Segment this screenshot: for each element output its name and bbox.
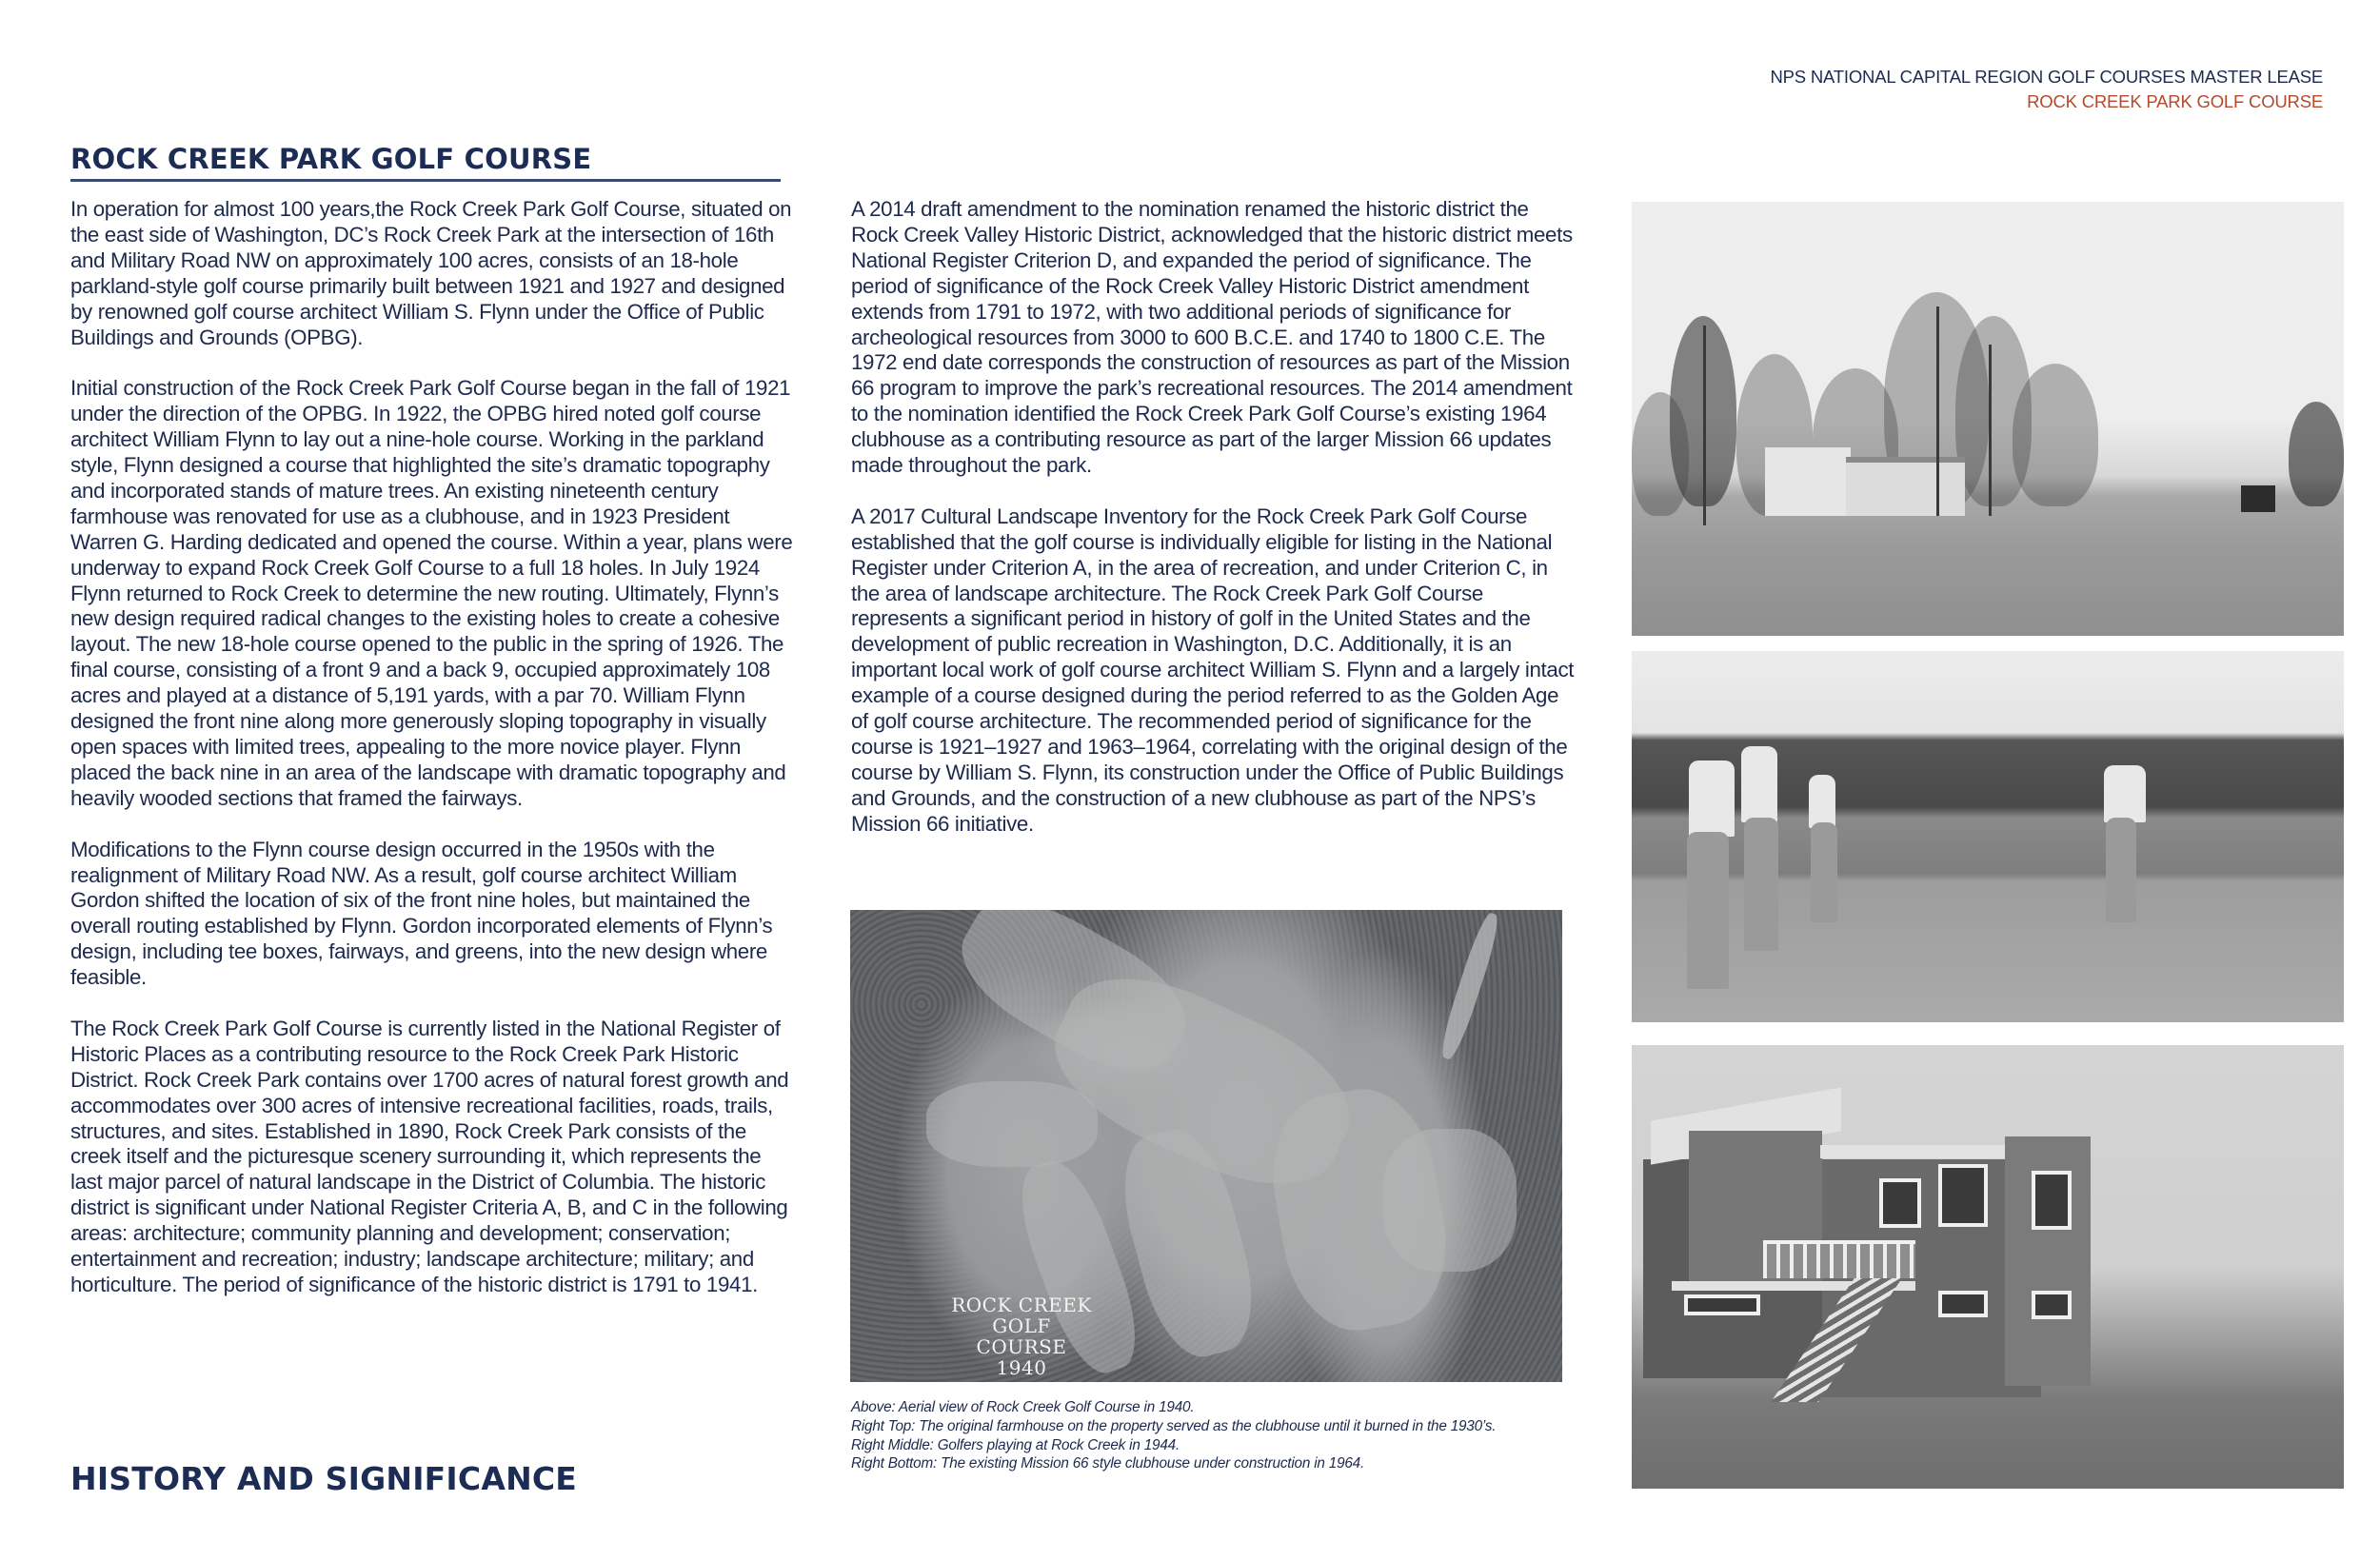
tree-trunk xyxy=(1989,345,1992,516)
tree-crown xyxy=(2289,402,2344,506)
window xyxy=(1938,1291,1988,1317)
middle-text-column xyxy=(851,197,1575,863)
window xyxy=(1879,1178,1921,1228)
clubhouse-photo xyxy=(1632,1045,2344,1489)
fairway-shape xyxy=(926,1081,1098,1167)
aerial-overlay-label: ROCK CREEK GOLF COURSE 1940 xyxy=(951,1294,1092,1379)
window xyxy=(1684,1294,1760,1315)
golfer-figure xyxy=(1809,775,1835,828)
golfer-figure xyxy=(1689,761,1735,837)
golfer-swinging xyxy=(2104,765,2146,822)
footer-section-title: HISTORY AND SIGNIFICANCE xyxy=(70,1460,578,1497)
paragraph-2014-amendment: A 2014 draft amendment to the nomination renamed the historic district the Rock Creek Valley Historic District, acknowledged that the historic district meets National Register Criterion D, and expanded the period of significance. The period of significance of the Rock Creek Valley Historic District amendment extends from 1791 to 1972, with two additional periods of significance for archeological resources from 3000 to 600 B.C.E. and 1740 to 1800 C.E. The 1972 end date corresponds the construction of resources as part of the Mission 66 program to improve the park’s recreational resources. The 2014 amendment to the nomination identified the Rock Creek Park Golf Course’s existing 1964 clubhouse as a contributing resource as part of the larger Mission 66 updates made throughout the park. xyxy=(851,197,1573,478)
golfer-figure xyxy=(1741,746,1777,822)
section-name: ROCK CREEK PARK GOLF COURSE xyxy=(2027,91,2323,111)
running-header xyxy=(1771,65,2324,114)
caption-right-bottom: Right Bottom: The existing Mission 66 style clubhouse under construction in 1964. xyxy=(851,1455,1365,1472)
golfer-figure xyxy=(1744,818,1778,951)
window xyxy=(2032,1291,2072,1319)
page-title: ROCK CREEK PARK GOLF COURSE xyxy=(70,143,781,182)
paragraph-modifications: Modifications to the Flynn course design occurred in the 1950s with the realignment of Military Road NW. As a result, golf course architect William Gordon shifted the location of six of the front nine holes, but maintained the overall routing established by Flynn. Gordon incorporated elements of Flynn’s design, including tee boxes, fairways, and greens, into the new design where feasible. xyxy=(70,837,773,990)
golfer-figure xyxy=(1687,832,1729,989)
document-title: NPS NATIONAL CAPITAL REGION GOLF COURSES MASTER LEASE xyxy=(1770,67,2323,87)
tree-crown xyxy=(2013,364,2098,506)
clubhouse-roof xyxy=(1820,1145,2011,1158)
road-shape xyxy=(1437,911,1503,1062)
paragraph-2017-inventory: A 2017 Cultural Landscape Inventory for the Rock Creek Park Golf Course established that the golf course is individually eligible for listing in the National Register under Criterion A, in the area of recreation, and under Criterion C, in the area of landscape architecture. The Rock Creek Park Golf Course represents a significant period in history of golf in the United States and the development of public recreation in Washington, D.C. Additionally, it is an important local work of golf course architect William S. Flynn and a largely intact example of a course designed during the period referred to as the Golden Age of golf course architecture. The recommended period of significance for the course is 1921–1927 and 1963–1964, correlating with the original design of the course by William S. Flynn, its construction under the Office of Public Buildings and Grounds, and the construction of a new clubhouse as part of the NPS’s Mission 66 initiative. xyxy=(851,504,1575,836)
tree-crown xyxy=(1632,392,1689,516)
golfer-figure xyxy=(1811,822,1837,922)
balcony-railing xyxy=(1763,1240,1915,1278)
aerial-photo xyxy=(850,910,1562,1382)
farmhouse-photo xyxy=(1632,202,2344,636)
window xyxy=(2032,1171,2072,1230)
vintage-car xyxy=(2241,485,2275,512)
caption-right-top: Right Top: The original farmhouse on the property served as the clubhouse until it burned in the 1930’s. xyxy=(851,1417,1497,1434)
photo-captions xyxy=(851,1398,1575,1473)
fairway-shape xyxy=(1383,1129,1517,1272)
tree-trunk xyxy=(1936,306,1939,516)
paragraph-construction: Initial construction of the Rock Creek Park Golf Course began in the fall of 1921 under the direction of the OPBG. In 1922, the OPBG hired noted golf course architect William Flynn to lay out a nine-hole course. Working in the parkland style, Flynn designed a course that highlighted the site’s dramatic topography and incorporated stands of mature trees. An existing nineteenth century farmhouse was renovated for use as a clubhouse, and in 1923 President Warren G. Harding dedicated and opened the course. Within a year, plans were underway to expand Rock Creek Golf Course to a full 18 holes. In July 1924 Flynn returned to Rock Creek to determine the new routing. Ultimately, Flynn’s new design required radical changes to the existing holes to create a cohesive layout. The new 18-hole course opened to the public in the spring of 1926. The final course, consisting of a front 9 and a back 9, occupied approximately 108 acres and played at a distance of 5,191 yards, with a par 70. William Flynn designed the front nine along more generously sloping topography in visually open spaces with limited trees, appealing to the more novice player. Flynn placed the back nine in an area of the landscape with dramatic topography and heavily wooded sections that framed the fairways. xyxy=(70,376,793,810)
paragraph-national-register: The Rock Creek Park Golf Course is currently listed in the National Register of Historic Places as a contributing resource to the Rock Creek Park Historic District. Rock Creek Park contains over 1700 acres of natural forest growth and accommodates over 300 acres of intensive recreational facilities, roads, trails, structures, and sites. Established in 1890, Rock Creek Park consists of the creek itself and the picturesque scenery surrounding it, which represents the last major parcel of natural landscape in the District of Columbia. The historic district is significant under National Register Criteria A, B, and C in the following areas: architecture; community planning and development; conservation; entertainment and recreation; industry; landscape architecture; military; and horticulture. The period of significance of the historic district is 1791 to 1941. xyxy=(70,1016,789,1297)
golfer-swinging xyxy=(2106,818,2136,922)
caption-right-middle: Right Middle: Golfers playing at Rock Creek in 1944. xyxy=(851,1436,1180,1453)
caption-above: Above: Aerial view of Rock Creek Golf Course in 1940. xyxy=(851,1399,1195,1415)
golfers-photo xyxy=(1632,651,2344,1022)
tree-trunk xyxy=(1703,326,1706,525)
window xyxy=(1938,1164,1988,1227)
paragraph-intro: In operation for almost 100 years,the Rock Creek Park Golf Course, situated on the east side of Washington, DC’s Rock Creek Park at the intersection of 16th and Military Road NW on approximately 100 acres, consists of an 18-hole parkland-style golf course primarily built between 1921 and 1927 and designed by renowned golf course architect William S. Flynn under the Office of Public Buildings and Grounds (OPBG). xyxy=(70,197,792,349)
farmhouse-building xyxy=(1846,457,1965,516)
left-text-column xyxy=(70,197,794,1324)
farmhouse-wing xyxy=(1765,447,1851,516)
